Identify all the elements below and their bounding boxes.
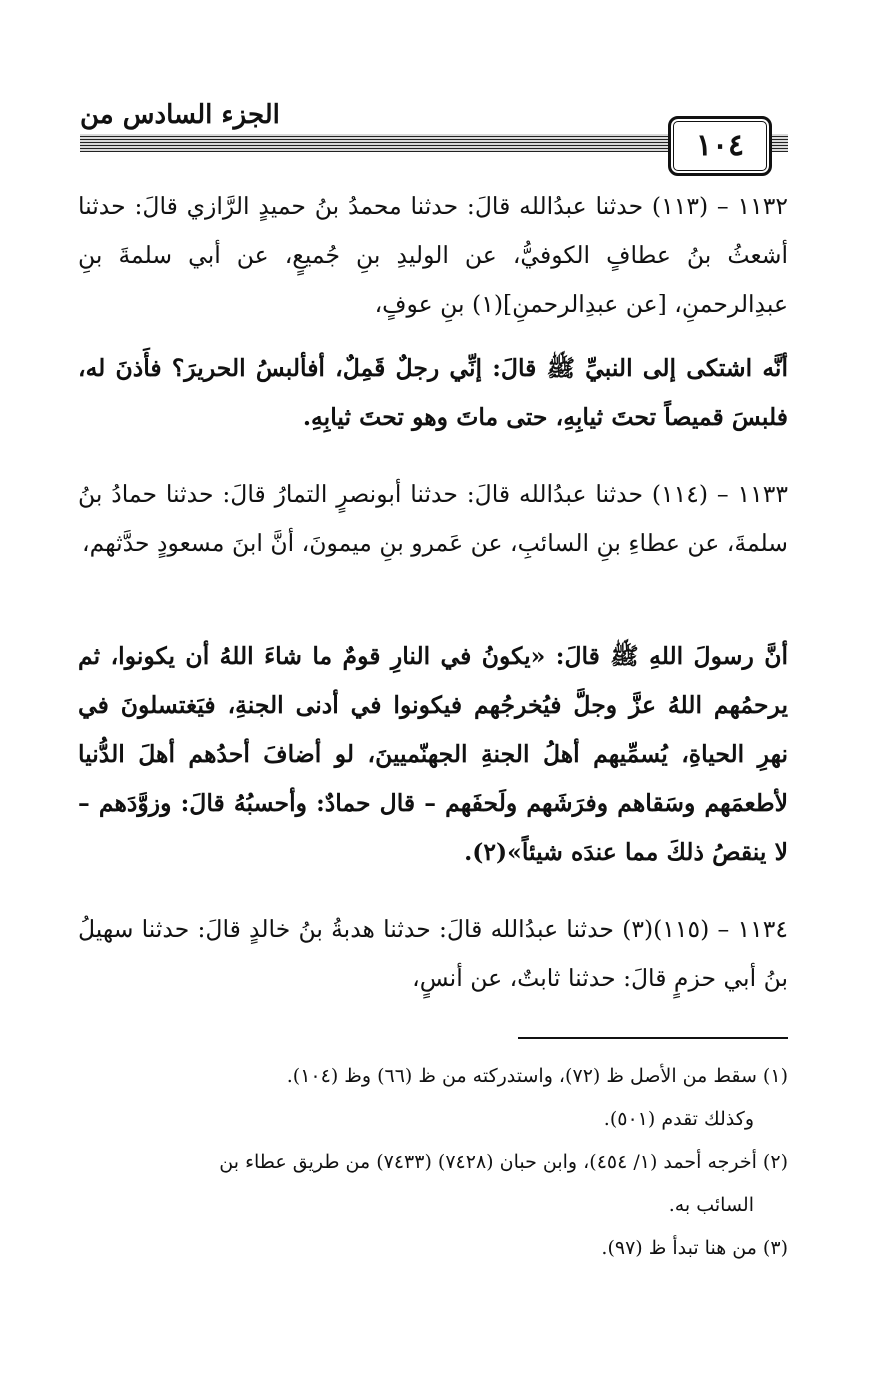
- hadith-1132-isnad: ١١٣٢ – (١١٣) حدثنا عبدُالله قالَ: حدثنا محمدُ بنُ حميدٍ الرَّازي قالَ: حدثنا أشعثُ بنُ عطافٍ الكوفيُّ، عن الوليدِ بنِ جُميعٍ، عن أبي سلمةَ بنِ عبدِالرحمنِ، [عن عبدِالرحمنِ](١) بنِ عوفٍ،: [78, 192, 788, 318]
- footnote-3: (٣) من هنا تبدأ ظ (٩٧).: [601, 1237, 788, 1259]
- running-head-title: الجزء السادس من: [80, 100, 280, 130]
- header-rule: [80, 134, 670, 152]
- footnote-1: (١) سقط من الأصل ظ (٧٢)، واستدركته من ظ (٦٦) وظ (١٠٤).: [286, 1065, 788, 1087]
- footnote-separator: [518, 1037, 788, 1039]
- footnote-1-continued: وكذلك تقدم (٥٠١).: [603, 1108, 754, 1130]
- page-header: [0, 0, 879, 170]
- footnotes: [78, 1055, 788, 1270]
- page-number: ١٠٤: [695, 128, 745, 163]
- page-number-frame: [668, 116, 772, 176]
- footnote-2-continued: السائب به.: [668, 1194, 754, 1216]
- hadith-1133-matn: أنَّ رسولَ اللهِ ﷺ قالَ: «يكونُ في النارِ قومٌ ما شاءَ اللهُ أن يكونوا، ثم يرحمُهم اللهُ عزَّ وجلَّ فيُخرجُهم فيكونوا في أدنى الجنةِ، فيَغتسلونَ في نهرِ الحياةِ، يُسمِّيهم أهلُ الجنةِ الجهنّميينَ، لو أضافَ أحدُهم أهلَ الدُّنيا لأطعمَهم وسَقاهم وفرَشَهم ولَحفَهم – قال حمادٌ: وأحسبُهُ قالَ: وزوَّدَهم – لا ينقصُ ذلكَ مما عندَه شيئاً»(٢).: [78, 642, 788, 866]
- hadith-1134-isnad: ١١٣٤ – (١١٥)(٣) حدثنا عبدُالله قالَ: حدثنا هدبةُ بنُ خالدٍ قالَ: حدثنا سهيلُ بنُ أبي حزمٍ قالَ: حدثنا ثابتٌ، عن أنسٍ،: [78, 915, 788, 992]
- hadith-1133-isnad: ١١٣٣ – (١١٤) حدثنا عبدُالله قالَ: حدثنا أبونصرٍ التمارُ قالَ: حدثنا حمادُ بنُ سلمةَ، عن عطاءِ بنِ السائبِ، عن عَمرو بنِ ميمونَ، أنَّ ابنَ مسعودٍ حدَّثهم،: [78, 480, 788, 557]
- hadith-1132-matn: أنَّه اشتكى إلى النبيِّ ﷺ قالَ: إنِّي رجلٌ قَمِلٌ، أفألبسُ الحريرَ؟ فأَذنَ له، فلبسَ قميصاً تحتَ ثيابِهِ، حتى ماتَ وهو تحتَ ثيابِهِ.: [78, 354, 788, 431]
- footnote-2: (٢) أخرجه أحمد (١/ ٤٥٤)، وابن حبان (٧٤٢٨) (٧٤٣٣) من طريق عطاء بن: [219, 1151, 788, 1173]
